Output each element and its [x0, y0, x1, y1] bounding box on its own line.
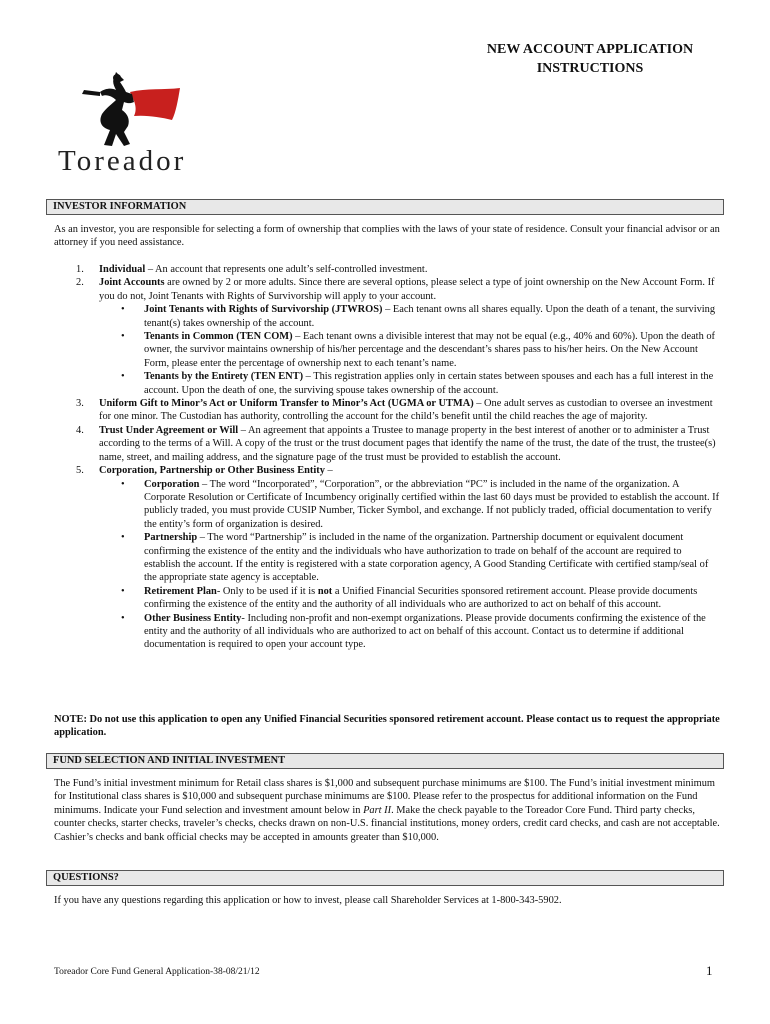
page-number: 1: [706, 963, 713, 978]
matador-icon: [72, 70, 187, 148]
entity-types-list: [99, 478, 720, 652]
footer-form-id: Toreador Core Fund General Application-38-08/21/12: [54, 967, 260, 977]
title-line-1: NEW ACCOUNT APPLICATION: [486, 42, 694, 57]
bullet-icon: •: [121, 331, 125, 343]
list-item: • Joint Tenants with Rights of Survivorship (JTWROS) – Each tenant owns all shares equally. Upon the death of a tenant, the surviving tenant(s) takes ownership of the account.: [121, 304, 716, 329]
title-line-2: INSTRUCTIONS: [536, 61, 644, 76]
list-item: 2. Joint Accounts are owned by 2 or more adults. Since there are several options, please select a type of joint ownership on the New Account Form. If you do not, Joint Tenants with Rights of Survivorship will apply to your account. • Joint Tenants with Rights of Survivorship (JTWROS) – Each tenant owns all shares equally. Upon the death of a tenant, the surviving tenant(s) takes ownership of the account. • Tenants in Common (TEN COM) – Each tenant owns a divisible interest that may not be equal (e.g., 40% and 60%). Upon the death of owner, the survivor maintains ownership of his/her percentage and the descendant’s shares pass to his/her heirs. On the New Account Form, please enter the percentage of ownership next to each tenant’s name. • Tenants by the Entirety (TEN ENT) – This registration applies only in certain states between spouses and each has a full interest in the account. Upon the death of one, the surviving spouse takes ownership of the account.: [54, 276, 720, 397]
bullet-icon: •: [121, 532, 125, 544]
list-item: • Tenants in Common (TEN COM) – Each tenant owns a divisible interest that may not be equal (e.g., 40% and 60%). Upon the death of owner, the survivor maintains ownership of his/her percentage and the descendant’s shares pass to his/her heirs. On the New Account Form, please enter the percentage of ownership next to each tenant’s name.: [121, 331, 716, 369]
logo-wordmark: Toreador: [58, 145, 187, 177]
list-item: • Corporation – The word “Incorporated”, “Corporation”, or the abbreviation “PC” is included in the name of the organization. A Corporate Resolution or Certificate of Incumbency originally certified within the last 60 days must be provided to establish the account. If publicly traded, you must provide CUSIP Number, Ticker Symbol, and exchange. If not publicly traded, official documentation to verify the entity’s form of organization is desired.: [121, 478, 720, 530]
list-item: 4. Trust Under Agreement or Will – An agreement that appoints a Trustee to manage property in the best interest of another or to administer a Trust according to the terms of a Will. A copy of the trust or the trust document pages that identify the name of the trust, the date of the trust, the trustee(s) name, street, and mailing address, and the signature page of the trust must be provided to establish the account.: [76, 424, 716, 463]
list-item: • Other Business Entity- Including non-profit and non-exempt organizations. Please provide documents confirming the existence of the entity and the authority of all individuals who are authorized to act on behalf of this account. Contact us to determine if additional documentation is required to open your account type.: [121, 612, 706, 651]
section-heading-investor: INVESTOR INFORMATION: [46, 199, 724, 215]
section-heading-fund: FUND SELECTION AND INITIAL INVESTMENT: [46, 753, 724, 769]
section-heading-questions: QUESTIONS?: [46, 870, 724, 886]
investor-intro: As an investor, you are responsible for selecting a form of ownership that complies with the laws of your state of residence. Consult your financial advisor or an attorney if you need assistance.: [54, 224, 720, 249]
list-item: 5. Corporation, Partnership or Other Business Entity – • Corporation – The word “Incorporated”, “Corporation”, or the abbreviation “PC” is included in the name of the organization. A Corporate Resolution or Certificate of Incumbency originally certified within the last 60 days must be provided to establish the account. If publicly traded, you must provide CUSIP Number, Ticker Symbol, and exchange. If not publicly traded, official documentation to verify the entity’s form of organization is desired. • Partnership – The word “Partnership” is included in the name of the organization. Partnership document or equivalent document confirming the existence of the entity and the individuals who have authorization to trade on behalf of the account are required to establish the account. If the entity is registered with a state corporation agency, A Good Standing Certificate with certified stamp/seal of the appropriate state agency is acceptable. • Retirement Plan- Only to be used if it is not a Unified Financial Securities sponsored retirement account. Please provide documents confirming the existence of the entity and the authority of all individuals who are authorized to act on behalf of this account. • Other Business Entity- Including non-profit and non-exempt organizations. Please provide documents confirming the existence of the entity and the authority of all individuals who are authorized to act on behalf of this account. Contact us to determine if additional documentation is required to open your account type.: [76, 465, 720, 651]
retirement-note: NOTE: Do not use this application to open any Unified Financial Securities sponsored retirement account. Please contact us to request the appropriate application.: [54, 714, 720, 739]
questions-paragraph: If you have any questions regarding this application or how to invest, please call Shareholder Services at 1-800-343-5902.: [54, 895, 562, 906]
bullet-icon: •: [121, 612, 125, 624]
document-title: [420, 40, 760, 78]
bullet-icon: •: [121, 371, 125, 383]
list-item: • Retirement Plan- Only to be used if it is not a Unified Financial Securities sponsored retirement account. Please provide documents confirming the existence of the entity and the authority of all individuals who are authorized to act on behalf of this account.: [121, 585, 698, 611]
list-item: 3. Uniform Gift to Minor’s Act or Uniform Transfer to Minor’s Act (UGMA or UTMA) – One adult serves as custodian to oversee an investment for one minor. The Custodian has authority, controlling the account for the child’s benefit until the child reaches the age of majority.: [76, 398, 713, 423]
list-item: • Tenants by the Entirety (TEN ENT) – This registration applies only in certain states between spouses and each has a full interest in the account. Upon the death of one, the surviving spouse takes ownership of the account.: [121, 371, 714, 396]
fund-paragraph: The Fund’s initial investment minimum for Retail class shares is $1,000 and subsequent purchase minimums are $100. The Fund’s initial investment minimum for Institutional class shares is $10,000 and subsequent purchase minimums are $100. Please refer to the prospectus for additional information on the Fund minimums. Indicate your Fund selection and investment amount below in Part II. Make the check payable to the Toreador Core Fund. Third party checks, counter checks, starter checks, traveler’s checks, checks drawn on non-U.S. financial institutions, money orders, credit card checks, and cash are not acceptable. Cashier’s checks and bank official checks may be accepted in amounts greater than $10,000.: [54, 778, 720, 843]
list-item: 1. Individual – An account that represents one adult’s self-controlled investment.: [76, 264, 428, 275]
joint-types-list: [99, 303, 720, 397]
list-item: • Partnership – The word “Partnership” is included in the name of the organization. Partnership document or equivalent document confirming the existence of the entity and the individuals who have authorization to trade on behalf of the account are required to establish the account. If the entity is registered with a state corporation agency, A Good Standing Certificate with certified stamp/seal of the appropriate state agency is acceptable.: [121, 532, 709, 584]
bullet-icon: •: [121, 585, 125, 597]
ownership-list: [54, 263, 720, 652]
toreador-logo: [52, 70, 202, 178]
bullet-icon: •: [121, 478, 125, 490]
bullet-icon: •: [121, 304, 125, 316]
